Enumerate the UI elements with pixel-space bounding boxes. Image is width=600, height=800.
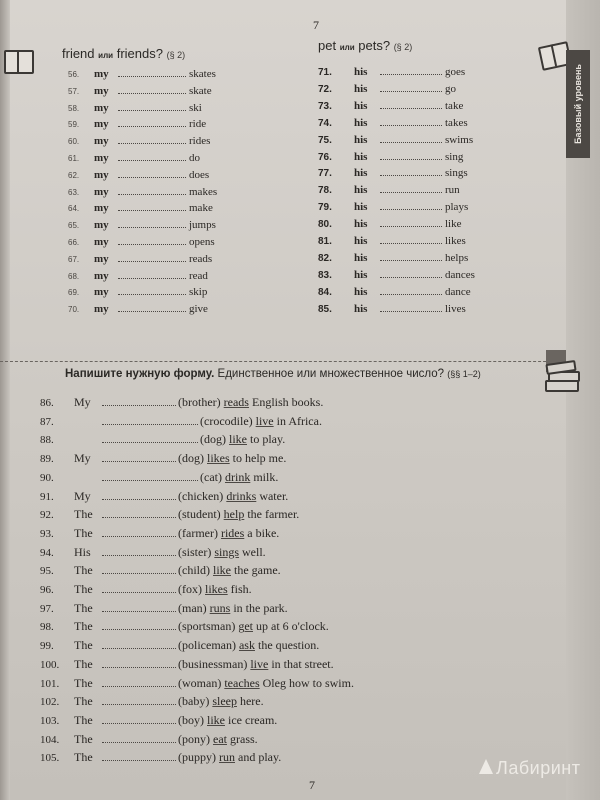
item-subject: his bbox=[354, 66, 368, 78]
item-number: 82. bbox=[318, 252, 332, 264]
item-subject: my bbox=[94, 219, 109, 232]
exercise-row bbox=[318, 64, 465, 80]
item-number: 71. bbox=[318, 67, 332, 78]
item-verb: skate bbox=[189, 84, 212, 97]
item-number: 65. bbox=[68, 221, 80, 231]
answer-blank[interactable] bbox=[102, 637, 176, 649]
sentence-rest: to help me. bbox=[232, 451, 287, 466]
item-article: The bbox=[74, 600, 93, 615]
item-verb: rides bbox=[189, 135, 211, 148]
answer-blank[interactable] bbox=[118, 201, 186, 211]
item-number: 76. bbox=[318, 151, 332, 163]
answer-blank[interactable] bbox=[380, 65, 442, 75]
item-number: 91. bbox=[40, 490, 54, 503]
item-verb: makes bbox=[189, 185, 218, 198]
verb-word: teaches bbox=[224, 675, 260, 690]
item-number: 81. bbox=[318, 236, 332, 247]
answer-blank[interactable] bbox=[380, 251, 442, 261]
item-article: My bbox=[74, 488, 91, 503]
exercise-row bbox=[68, 251, 212, 267]
item-number: 59. bbox=[68, 120, 80, 130]
item-subject: his bbox=[354, 235, 368, 247]
answer-blank[interactable] bbox=[118, 302, 186, 312]
sentence-rest: milk. bbox=[253, 469, 279, 484]
answer-blank[interactable] bbox=[380, 302, 442, 312]
sentence-rest: fish. bbox=[230, 582, 252, 596]
item-subject: his bbox=[354, 251, 368, 264]
item-subject: his bbox=[354, 150, 368, 163]
answer-blank[interactable] bbox=[380, 285, 442, 295]
item-article: The bbox=[74, 525, 93, 540]
item-number: 68. bbox=[68, 271, 80, 281]
item-number: 57. bbox=[68, 86, 80, 96]
item-verb: goes bbox=[445, 66, 466, 78]
item-verb: sings bbox=[445, 167, 468, 180]
exercise-row bbox=[318, 267, 475, 283]
item-article: My bbox=[74, 451, 91, 466]
answer-blank[interactable] bbox=[118, 235, 186, 245]
answer-blank[interactable] bbox=[102, 506, 176, 518]
item-subject: his bbox=[354, 302, 368, 315]
answer-blank[interactable] bbox=[118, 285, 186, 295]
item-subject: my bbox=[94, 236, 109, 248]
answer-blank[interactable] bbox=[102, 712, 176, 724]
verb-word: drinks bbox=[226, 488, 257, 503]
exercise-row bbox=[318, 182, 460, 198]
item-verb: swims bbox=[445, 133, 474, 146]
item-article: The bbox=[74, 675, 93, 690]
item-number: 62. bbox=[68, 170, 80, 180]
verb-word: reads bbox=[223, 395, 249, 409]
item-number: 98. bbox=[40, 621, 54, 634]
item-number: 78. bbox=[318, 185, 332, 197]
item-number: 93. bbox=[40, 527, 54, 540]
answer-blank[interactable] bbox=[102, 656, 176, 668]
item-number: 72. bbox=[318, 83, 332, 95]
item-article: The bbox=[74, 582, 93, 596]
item-verb: ride bbox=[189, 118, 207, 131]
verb-word: eat bbox=[213, 731, 227, 746]
item-verb: give bbox=[189, 303, 208, 316]
exercise-row bbox=[318, 301, 466, 317]
answer-blank[interactable] bbox=[118, 151, 186, 161]
item-number: 86. bbox=[40, 397, 54, 409]
answer-blank[interactable] bbox=[102, 581, 176, 593]
exercise-row bbox=[318, 81, 456, 97]
item-subject: my bbox=[94, 303, 109, 316]
answer-blank[interactable] bbox=[380, 82, 442, 92]
item-verb: run bbox=[445, 184, 460, 197]
sentence-row bbox=[40, 449, 286, 467]
exercise-row bbox=[318, 199, 468, 215]
exercise-row bbox=[318, 250, 468, 266]
answer-blank[interactable] bbox=[380, 166, 442, 176]
answer-blank[interactable] bbox=[380, 200, 442, 210]
answer-blank[interactable] bbox=[102, 413, 198, 425]
item-number: 85. bbox=[318, 303, 332, 315]
answer-blank[interactable] bbox=[118, 185, 186, 195]
answer-blank[interactable] bbox=[102, 675, 176, 687]
item-number: 104. bbox=[40, 733, 60, 746]
noun-hint: (baby) bbox=[178, 694, 210, 709]
sentence-rest: Oleg how to swim. bbox=[262, 675, 354, 690]
exercise-row bbox=[68, 234, 215, 250]
item-article: The bbox=[74, 731, 93, 746]
item-subject: my bbox=[94, 135, 109, 148]
exercise-row bbox=[68, 268, 208, 284]
book-icon bbox=[4, 50, 34, 74]
sentence-row bbox=[40, 561, 281, 579]
answer-blank[interactable] bbox=[102, 488, 176, 500]
item-number: 74. bbox=[318, 117, 332, 129]
verb-word: like bbox=[213, 563, 231, 578]
exercise-row bbox=[68, 100, 202, 116]
item-verb: lives bbox=[445, 302, 466, 315]
verb-word: like bbox=[229, 432, 247, 447]
verb-word: likes bbox=[205, 582, 228, 596]
sentence-row bbox=[40, 730, 258, 748]
item-article: My bbox=[74, 395, 91, 409]
item-number: 90. bbox=[40, 471, 54, 484]
answer-blank[interactable] bbox=[118, 134, 186, 144]
item-subject: my bbox=[94, 286, 109, 299]
item-subject: his bbox=[354, 184, 368, 197]
item-number: 56. bbox=[68, 70, 80, 79]
noun-hint: (sister) bbox=[178, 544, 212, 559]
item-verb: dance bbox=[445, 285, 471, 298]
answer-blank[interactable] bbox=[118, 269, 186, 279]
item-verb: jumps bbox=[189, 219, 216, 232]
verb-word: get bbox=[238, 619, 253, 634]
item-verb: reads bbox=[189, 252, 213, 265]
answer-blank[interactable] bbox=[102, 544, 176, 556]
noun-hint: (sportsman) bbox=[178, 619, 236, 634]
item-verb: go bbox=[445, 82, 456, 95]
item-number: 70. bbox=[68, 305, 80, 315]
sentence-row bbox=[40, 412, 322, 430]
item-number: 63. bbox=[68, 187, 80, 197]
noun-hint: (cat) bbox=[200, 469, 222, 484]
item-number: 58. bbox=[68, 103, 80, 113]
noun-hint: (farmer) bbox=[178, 525, 218, 540]
exercise-row bbox=[68, 284, 207, 300]
sentence-rest: here. bbox=[239, 694, 264, 709]
item-subject: his bbox=[354, 116, 368, 129]
noun-hint: (dog) bbox=[200, 432, 226, 447]
item-subject: my bbox=[94, 252, 109, 265]
item-subject: my bbox=[94, 185, 109, 198]
item-subject: my bbox=[94, 202, 109, 215]
verb-word: likes bbox=[207, 451, 230, 466]
sentence-row bbox=[40, 543, 266, 561]
sentence-rest: English books. bbox=[251, 395, 324, 409]
sentence-row bbox=[40, 505, 299, 523]
answer-blank[interactable] bbox=[380, 183, 442, 193]
exercise-row bbox=[68, 200, 213, 216]
sentence-rest: a bike. bbox=[247, 525, 280, 540]
item-subject: his bbox=[354, 167, 368, 180]
item-subject: my bbox=[94, 168, 109, 181]
exercise-row bbox=[318, 216, 462, 232]
exercise-row bbox=[318, 233, 466, 249]
exercise-row bbox=[68, 167, 209, 183]
item-subject: my bbox=[94, 152, 109, 164]
sentence-rest: in Africa. bbox=[276, 413, 322, 428]
item-verb: do bbox=[189, 152, 200, 164]
item-subject: my bbox=[94, 118, 109, 131]
answer-blank[interactable] bbox=[118, 101, 186, 111]
verb-word: rides bbox=[220, 525, 245, 540]
item-number: 67. bbox=[68, 254, 80, 264]
answer-blank[interactable] bbox=[102, 525, 176, 537]
noun-hint: (puppy) bbox=[178, 750, 216, 765]
answer-blank[interactable] bbox=[380, 217, 442, 227]
item-verb: like bbox=[445, 218, 462, 231]
sentence-rest: water. bbox=[259, 488, 289, 503]
sentence-rest: grass. bbox=[230, 731, 258, 746]
item-subject: my bbox=[94, 84, 109, 97]
answer-blank[interactable] bbox=[380, 99, 442, 109]
noun-hint: (brother) bbox=[178, 395, 221, 409]
noun-hint: (businessman) bbox=[178, 656, 248, 671]
answer-blank[interactable] bbox=[102, 693, 176, 705]
answer-blank[interactable] bbox=[102, 600, 176, 612]
answer-blank[interactable] bbox=[102, 394, 176, 406]
item-article: The bbox=[74, 656, 93, 671]
sentence-row bbox=[40, 655, 334, 673]
exercise-row bbox=[68, 184, 217, 200]
answer-blank[interactable] bbox=[118, 84, 186, 94]
verb-word: sleep bbox=[212, 694, 237, 709]
item-verb: helps bbox=[445, 251, 469, 264]
item-number: 89. bbox=[40, 453, 54, 466]
item-article: The bbox=[74, 507, 93, 522]
exercise-row bbox=[318, 115, 468, 131]
answer-blank[interactable] bbox=[102, 749, 176, 761]
left-page-edge bbox=[0, 0, 10, 800]
sentence-rest: well. bbox=[242, 544, 266, 559]
sentence-row bbox=[40, 599, 288, 617]
sentence-rest: to play. bbox=[250, 432, 286, 447]
item-article: The bbox=[74, 563, 93, 578]
item-verb: takes bbox=[445, 116, 468, 129]
exercise-row bbox=[318, 132, 473, 148]
sentence-rest: and play. bbox=[238, 750, 282, 765]
answer-blank[interactable] bbox=[380, 234, 442, 244]
sentence-rest: up at 6 o'clock. bbox=[256, 619, 329, 634]
page-number-top: 7 bbox=[313, 18, 319, 32]
verb-word: ask bbox=[238, 638, 255, 653]
exercise-row bbox=[68, 116, 206, 132]
answer-blank[interactable] bbox=[118, 252, 186, 262]
item-subject: his bbox=[354, 133, 368, 146]
verb-word: runs bbox=[209, 600, 231, 615]
sentence-row bbox=[40, 711, 277, 729]
item-article: The bbox=[74, 694, 93, 709]
noun-hint: (child) bbox=[178, 563, 210, 578]
item-subject: his bbox=[354, 82, 368, 95]
item-subject: my bbox=[94, 269, 109, 282]
sentence-rest: in that street. bbox=[271, 656, 334, 671]
sentence-row bbox=[40, 430, 285, 448]
item-verb: ski bbox=[189, 101, 202, 114]
item-subject: his bbox=[354, 201, 368, 214]
item-number: 84. bbox=[318, 286, 332, 298]
labirint-logo-icon bbox=[478, 758, 494, 776]
sentence-row bbox=[40, 636, 319, 654]
exercise-row bbox=[68, 83, 212, 99]
item-article: The bbox=[74, 712, 93, 727]
verb-word: run bbox=[219, 750, 235, 765]
exercise-row bbox=[318, 284, 471, 300]
item-verb: sing bbox=[445, 150, 464, 163]
exercise-row bbox=[68, 66, 216, 82]
item-number: 100. bbox=[40, 658, 60, 671]
exercise-row bbox=[68, 217, 216, 233]
item-subject: his bbox=[354, 99, 368, 112]
item-number: 105. bbox=[40, 752, 60, 765]
item-number: 96. bbox=[40, 584, 54, 596]
item-verb: skates bbox=[189, 68, 216, 80]
item-verb: likes bbox=[445, 235, 466, 247]
item-number: 97. bbox=[40, 602, 54, 615]
exercise-row bbox=[318, 98, 463, 114]
right-section-header: pet или pets? (§ 2) bbox=[318, 38, 413, 53]
item-number: 73. bbox=[318, 100, 332, 112]
item-number: 66. bbox=[68, 238, 80, 247]
answer-blank[interactable] bbox=[118, 218, 186, 228]
answer-blank[interactable] bbox=[102, 618, 176, 630]
item-number: 75. bbox=[318, 134, 332, 146]
item-number: 83. bbox=[318, 269, 332, 281]
item-verb: does bbox=[189, 168, 210, 181]
noun-hint: (woman) bbox=[178, 675, 222, 690]
answer-blank[interactable] bbox=[380, 116, 442, 126]
answer-blank[interactable] bbox=[102, 731, 176, 743]
item-number: 99. bbox=[40, 640, 54, 653]
exercise-row bbox=[68, 150, 200, 166]
page-number-bottom: 7 bbox=[309, 778, 315, 792]
item-article: The bbox=[74, 750, 93, 765]
noun-hint: (dog) bbox=[178, 451, 204, 466]
level-side-tab: Базовый уровень bbox=[566, 50, 590, 158]
answer-blank[interactable] bbox=[118, 168, 186, 178]
sentence-row bbox=[40, 468, 278, 486]
labirint-watermark: Лабиринт bbox=[478, 758, 580, 779]
sentence-row bbox=[40, 617, 329, 635]
item-subject: his bbox=[354, 285, 368, 298]
answer-blank[interactable] bbox=[380, 268, 442, 278]
item-number: 87. bbox=[40, 415, 54, 428]
sentence-row bbox=[40, 524, 279, 542]
answer-blank[interactable] bbox=[118, 67, 186, 77]
noun-hint: (chicken) bbox=[178, 488, 224, 503]
item-number: 80. bbox=[318, 219, 332, 231]
verb-word: help bbox=[223, 507, 245, 522]
item-number: 103. bbox=[40, 714, 60, 727]
verb-word: drink bbox=[224, 469, 251, 484]
verb-word: sings bbox=[214, 544, 240, 559]
answer-blank[interactable] bbox=[102, 469, 198, 481]
item-verb: take bbox=[445, 99, 464, 112]
exercise-row bbox=[68, 133, 210, 149]
section2-header: Напишите нужную форму. Единственное или множественное число? (§§ 1–2) bbox=[65, 368, 481, 380]
item-subject: my bbox=[94, 101, 109, 114]
exercise-row bbox=[318, 149, 463, 165]
verb-word: like bbox=[207, 712, 225, 727]
noun-hint: (pony) bbox=[178, 731, 210, 746]
noun-hint: (man) bbox=[178, 600, 207, 615]
section-divider bbox=[0, 361, 566, 362]
sentence-row bbox=[40, 580, 252, 598]
books-stack-icon bbox=[543, 360, 581, 394]
noun-hint: (policeman) bbox=[178, 638, 236, 653]
verb-word: live bbox=[255, 413, 274, 428]
item-number: 102. bbox=[40, 696, 60, 709]
item-number: 79. bbox=[318, 202, 332, 214]
sentence-rest: the game. bbox=[234, 563, 281, 578]
answer-blank[interactable] bbox=[102, 562, 176, 574]
answer-blank[interactable] bbox=[102, 431, 198, 443]
sentence-rest: ice cream. bbox=[228, 712, 278, 727]
item-subject: his bbox=[354, 268, 368, 281]
sentence-rest: the question. bbox=[257, 638, 320, 653]
exercise-row bbox=[68, 301, 208, 317]
noun-hint: (crocodile) bbox=[200, 413, 253, 428]
answer-blank[interactable] bbox=[102, 450, 176, 462]
exercise-row bbox=[318, 165, 468, 181]
sentence-row bbox=[40, 393, 323, 411]
left-section-header: friend или friends? (§ 2) bbox=[62, 46, 186, 61]
item-number: 88. bbox=[40, 434, 54, 447]
sentence-row bbox=[40, 487, 288, 505]
item-subject: his bbox=[354, 218, 368, 231]
noun-hint: (boy) bbox=[178, 712, 204, 727]
item-verb: opens bbox=[189, 236, 215, 248]
sentence-rest: the farmer. bbox=[247, 507, 300, 522]
item-subject: my bbox=[94, 68, 109, 80]
noun-hint: (fox) bbox=[178, 582, 202, 596]
item-article: The bbox=[74, 638, 93, 653]
item-number: 101. bbox=[40, 677, 60, 690]
answer-blank[interactable] bbox=[380, 133, 442, 143]
item-verb: make bbox=[189, 202, 213, 215]
item-article: His bbox=[74, 544, 91, 559]
item-number: 95. bbox=[40, 565, 54, 578]
item-number: 94. bbox=[40, 546, 54, 559]
item-verb: plays bbox=[445, 201, 469, 214]
sentence-row bbox=[40, 674, 354, 692]
item-number: 77. bbox=[318, 168, 332, 180]
item-number: 64. bbox=[68, 204, 80, 214]
sentence-rest: in the park. bbox=[233, 600, 288, 615]
item-number: 61. bbox=[68, 154, 80, 163]
item-number: 69. bbox=[68, 288, 80, 298]
answer-blank[interactable] bbox=[118, 117, 186, 127]
answer-blank[interactable] bbox=[380, 150, 442, 160]
sentence-row bbox=[40, 748, 281, 766]
item-verb: read bbox=[189, 269, 208, 282]
item-number: 92. bbox=[40, 509, 54, 522]
item-number: 60. bbox=[68, 137, 80, 147]
item-verb: skip bbox=[189, 286, 208, 299]
verb-word: live bbox=[250, 656, 269, 671]
noun-hint: (student) bbox=[178, 507, 221, 522]
sentence-row bbox=[40, 692, 264, 710]
item-verb: dances bbox=[445, 268, 475, 281]
item-article: The bbox=[74, 619, 93, 634]
